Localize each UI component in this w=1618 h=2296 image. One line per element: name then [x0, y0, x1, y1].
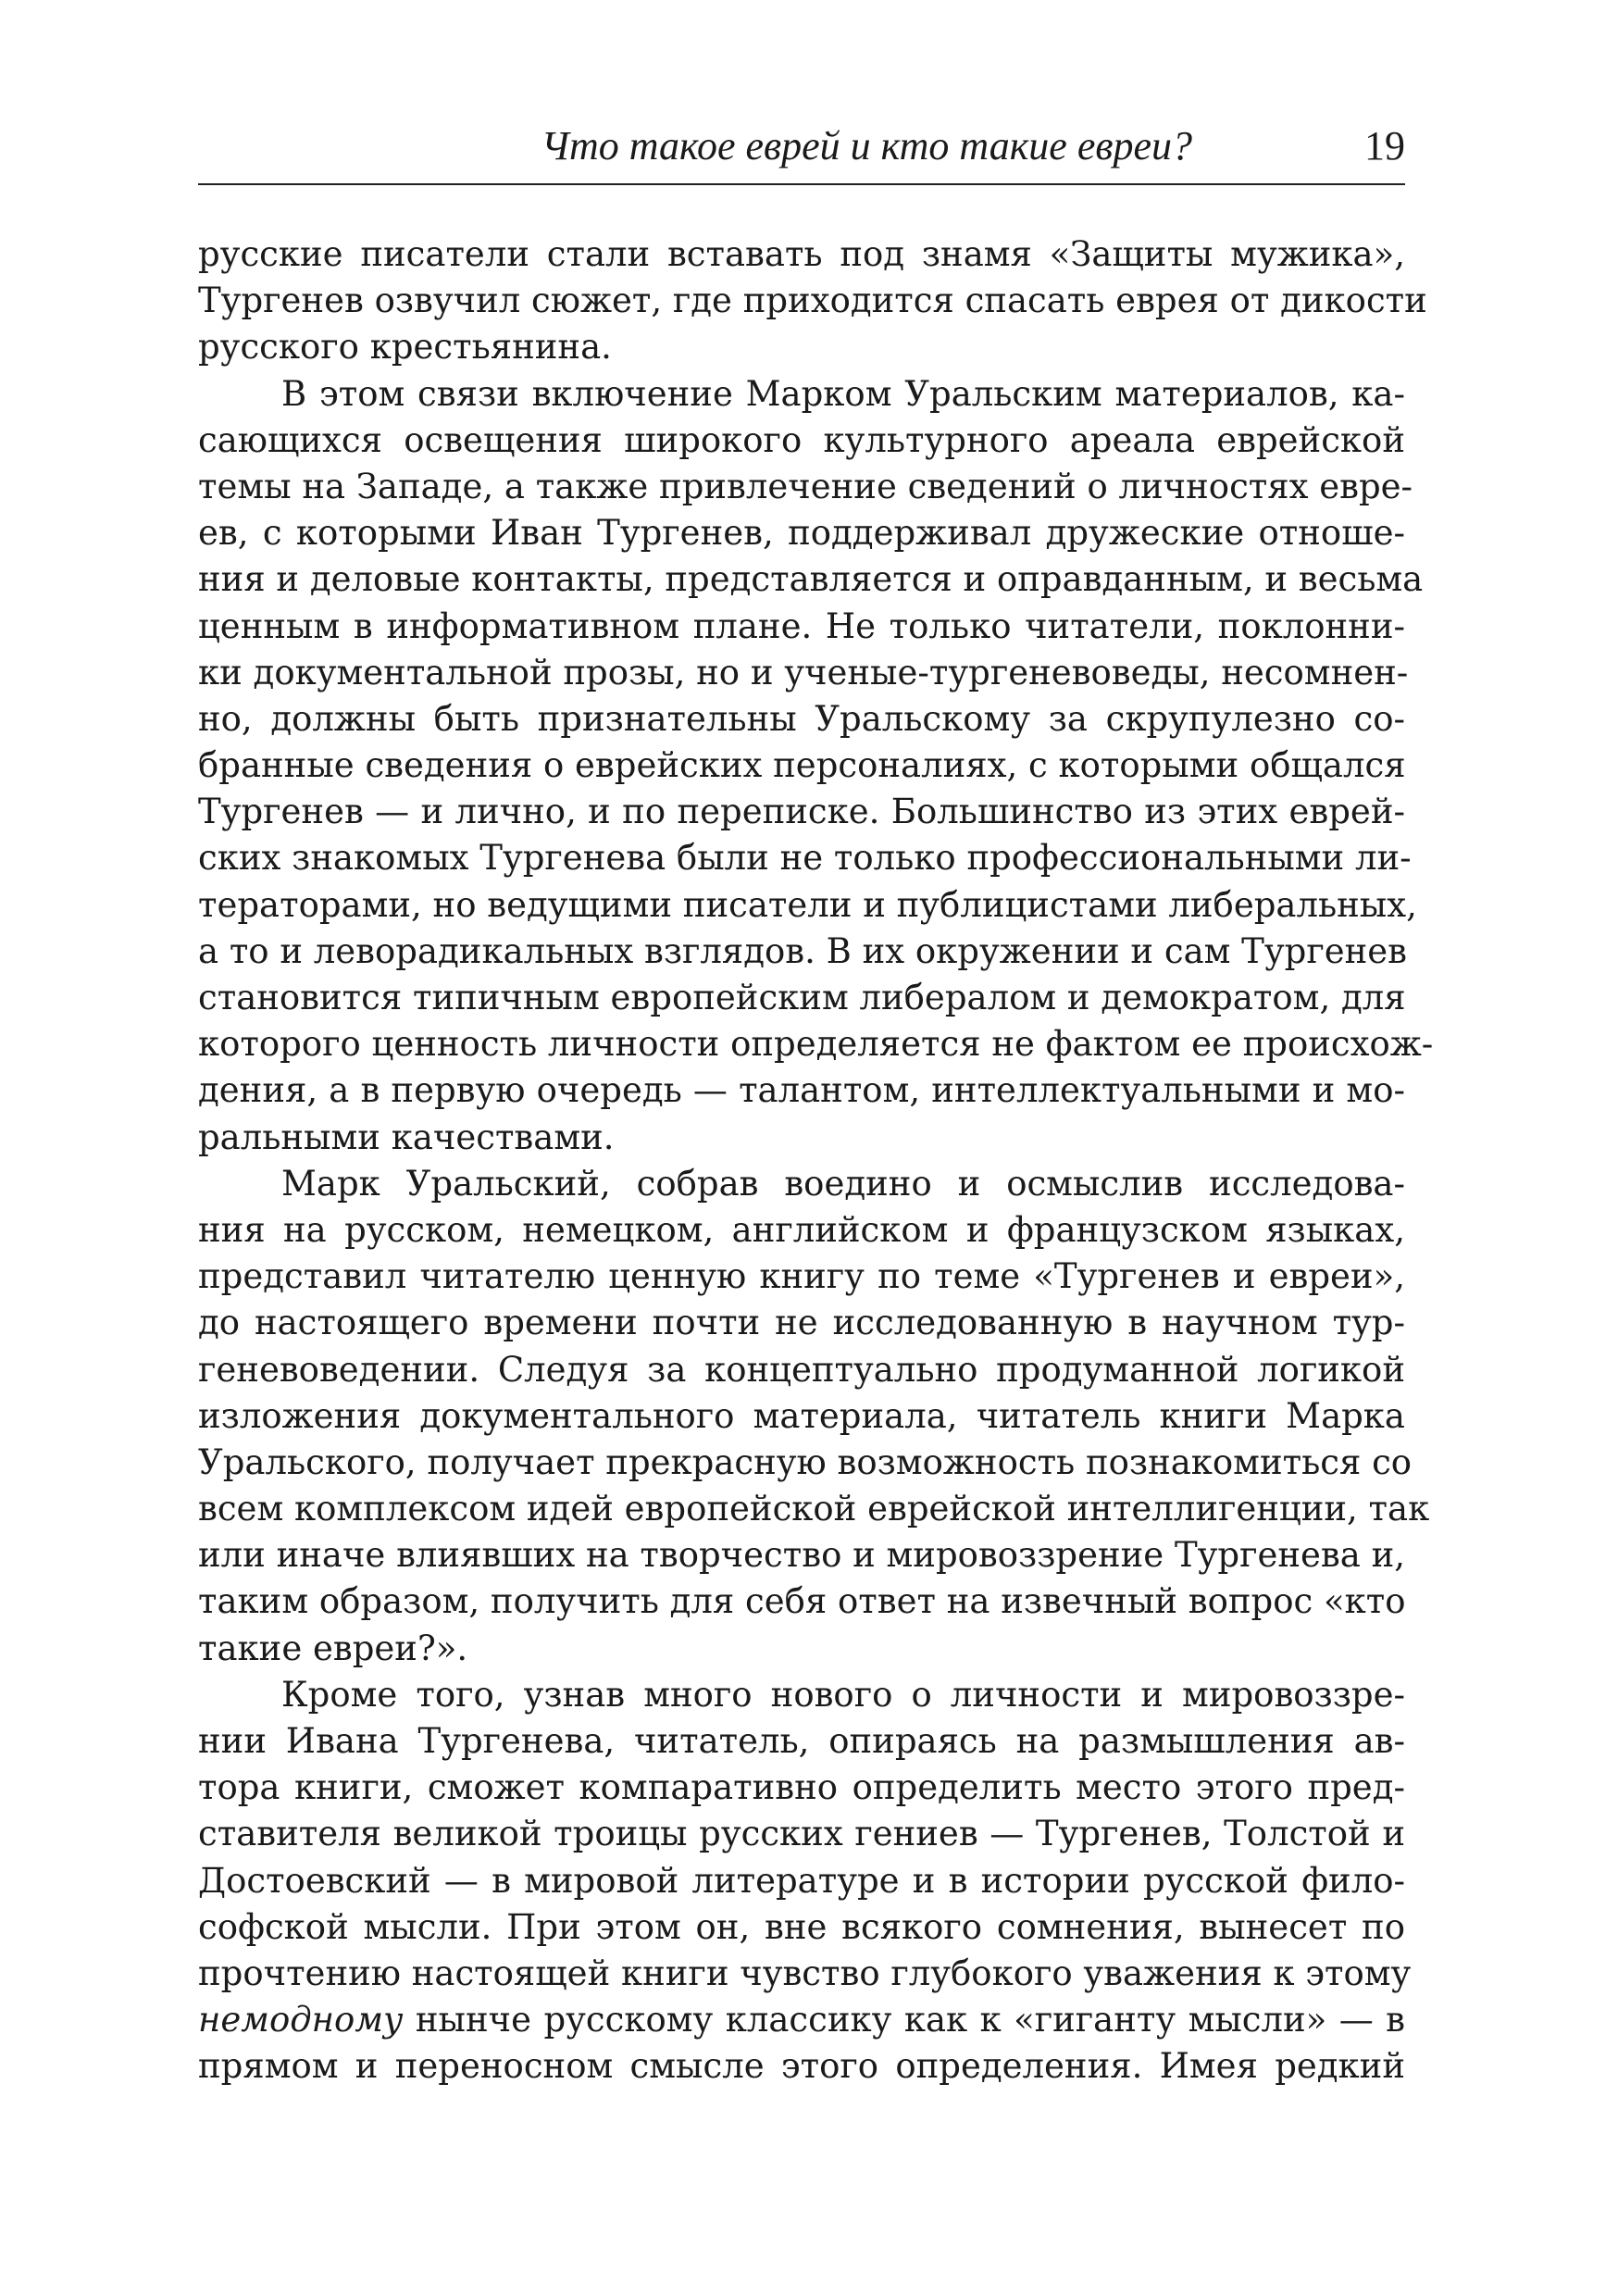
text-line: Уральского, получает прекрасную возможность познакомиться со — [198, 1441, 1413, 1482]
text-line: Марк Уральский, собрав воедино и осмыслив исследова- — [281, 1163, 1405, 1204]
text-line: которого ценность личности определяется не фактом ее происхож- — [198, 1024, 1434, 1065]
text-line: ния и деловые контакты, представляется и оправданным, и весьма — [198, 559, 1424, 600]
text-line-rest: нынче русскому классику как к «гиганту мысли» — в — [403, 2000, 1405, 2040]
text-line: ев, с которыми Иван Тургенев, поддерживал дружеские отноше- — [198, 513, 1405, 554]
text-line: тора книги, сможет компаративно определить место этого пред- — [198, 1767, 1405, 1808]
text-line: В этом связи включение Марком Уральским материалов, ка- — [281, 373, 1405, 414]
text-line: софской мысли. При этом он, вне всякого сомнения, вынесет по — [198, 1906, 1405, 1947]
text-line: или иначе влиявших на творчество и мировоззрение Тургенева и, — [198, 1535, 1405, 1576]
text-line: бранные сведения о еврейских персоналиях, с которыми общался — [198, 745, 1406, 786]
text-line: геневоведении. Следуя за концептуально продуманной логикой — [198, 1349, 1405, 1390]
text-line: а то и леворадикальных взглядов. В их окружении и сам Тургенев — [198, 930, 1407, 971]
text-line: прямом и переносном смысле этого определения. Имея редкий — [198, 2046, 1405, 2087]
text-line: такие евреи?». — [198, 1628, 468, 1668]
text-line: но, должны быть признательны Уральскому за скрупулезно со- — [198, 698, 1405, 739]
italic-word: немодному — [198, 2000, 404, 2040]
text-line: ки документальной прозы, но и ученые-тургеневоведы, несомнен- — [198, 652, 1409, 693]
text-line: ральными качествами. — [198, 1117, 615, 1157]
text-line: Кроме того, узнав много нового о личности и мировоззре- — [281, 1674, 1405, 1715]
text-line: представил читателю ценную книгу по теме «Тургенев и евреи», — [198, 1256, 1405, 1297]
text-line: ценным в информативном плане. Не только читатели, поклонни- — [198, 605, 1405, 646]
text-line: ских знакомых Тургенева были не только профессиональными ли- — [198, 838, 1412, 879]
text-line: русского крестьянина. — [198, 327, 612, 368]
text-line: русские писатели стали вставать под знамя «Защиты мужика», — [198, 234, 1405, 274]
body-text — [198, 231, 1434, 2090]
running-title: Что такое еврей и кто такие евреи? — [541, 123, 1192, 168]
text-line-mixed — [198, 1997, 1405, 2043]
text-line: нии Ивана Тургенева, читатель, опираясь на размышления ав- — [198, 1721, 1405, 1761]
text-line: тераторами, но ведущими писатели и публицистами либеральных, — [198, 884, 1417, 925]
text-line: таким образом, получить для себя ответ на извечный вопрос «кто — [198, 1581, 1406, 1622]
text-line: ния на русском, немецком, английском и французском языках, — [198, 1209, 1405, 1250]
page-header — [198, 119, 1405, 185]
text-line: сающихся освещения широкого культурного ареала еврейской — [198, 419, 1405, 460]
text-line: прочтению настоящей книги чувство глубокого уважения к этому — [198, 1953, 1412, 1993]
text-line: темы на Западе, а также привлечение сведений о личностях евре- — [198, 466, 1413, 506]
text-line: всем комплексом идей европейской еврейской интеллигенции, так — [198, 1489, 1430, 1529]
text-line: Достоевский — в мировой литературе и в истории русской фило- — [198, 1860, 1405, 1901]
text-line: становится типичным европейским либералом и демократом, для — [198, 978, 1406, 1017]
text-line: Тургенев озвучил сюжет, где приходится спасать еврея от дикости — [198, 281, 1427, 321]
text-line: Тургенев — и лично, и по переписке. Большинство из этих еврей- — [198, 792, 1405, 832]
text-line: изложения документального материала, читатель книги Марка — [198, 1395, 1405, 1436]
text-line: ставителя великой троицы русских гениев — Тургенев, Толстой и — [198, 1814, 1405, 1854]
text-line: до настоящего времени почти не исследованную в научном тур- — [198, 1303, 1405, 1343]
text-line: дения, а в первую очередь — талантом, интеллектуальными и мо- — [198, 1070, 1405, 1111]
page-number: 19 — [1364, 123, 1405, 168]
